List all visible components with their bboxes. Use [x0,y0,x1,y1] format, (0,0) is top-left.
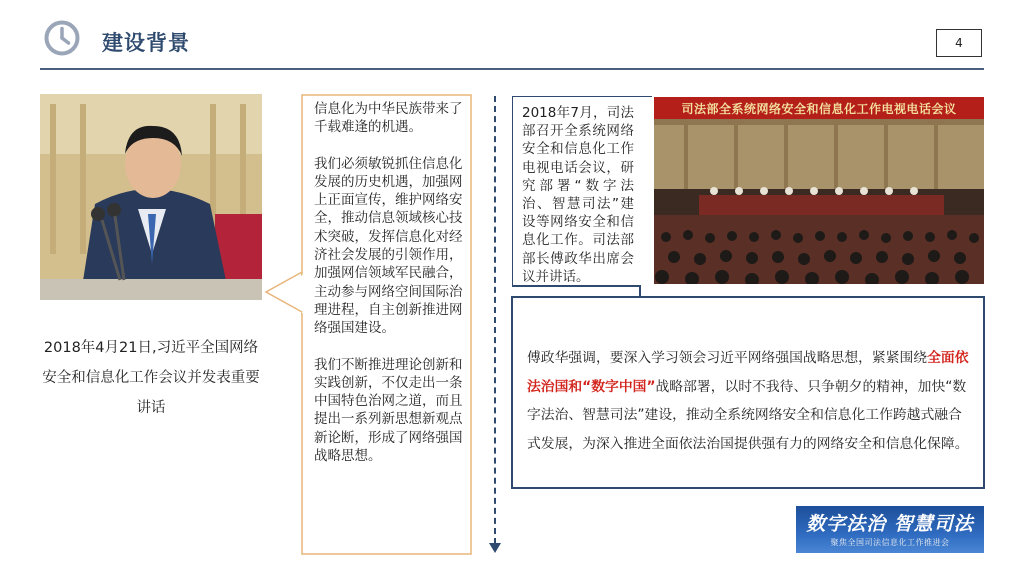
statement-text-rest: 战略部署，以时不我待、只争朝夕的精神，加快“数字法治、智慧司法”建设，推动全系统网络安全和信息化工作跨越式融合式发展，为深入推进全面依法治国提供强有力的网络安全和信息化保障。 [527,378,969,452]
statement-highlight: 全面依法治国和“数字中国” [527,350,969,395]
page-title: 建设背景 [102,31,190,55]
smart-justice-logo [796,506,984,553]
statement-text-lead: 傅政华强调，要深入学习领会习近平网络强国战略思想，紧紧围绕 [527,350,928,366]
page-number: 4 [936,29,982,57]
conference-banner: 司法部全系统网络安全和信息化工作电视电话会议 [654,97,984,119]
speaker-photo [40,94,262,300]
photo-caption: 2018年4月21日,习近平全国网络安全和信息化工作会议并发表重要讲话 [42,340,260,416]
quote-text [314,100,464,483]
statement-text [527,344,973,458]
header-divider [40,68,984,70]
logo-subtitle: 聚焦全国司法信息化工作推进会 [830,538,950,547]
quote-paragraph: 我们必须敏锐抓住信息化发展的历史机遇，加强网上正面宣传，维护网络安全，推动信息领域核心技术突破，发挥信息化对经济社会发展的引领作用，加强网信领域军民融合，主动参与网络空间国际治理进程，自主创新推进网络强国建设。 [314,155,463,337]
clock-icon [44,20,80,56]
conference-photo [654,97,984,284]
timeline-dashed-line [494,96,496,544]
quote-pointer [262,270,304,314]
news-text: 2018年7月，司法部召开全系统网络安全和信息化工作电视电话会议，研究部署“数字法治、智慧司法”建设等网络安全和信息化工作。司法部部长傅政华出席会议并讲话。 [522,105,634,285]
quote-paragraph: 信息化为中华民族带来了千载难逢的机遇。 [314,101,463,136]
logo-title: 数字法治 智慧司法 [806,513,974,535]
quote-paragraph: 我们不断推进理论创新和实践创新，不仅走出一条中国特色治网之道，而且提出一系列新思想新观点新论断，形成了网络强国战略思想。 [314,356,463,465]
arrow-down-icon [489,543,501,553]
